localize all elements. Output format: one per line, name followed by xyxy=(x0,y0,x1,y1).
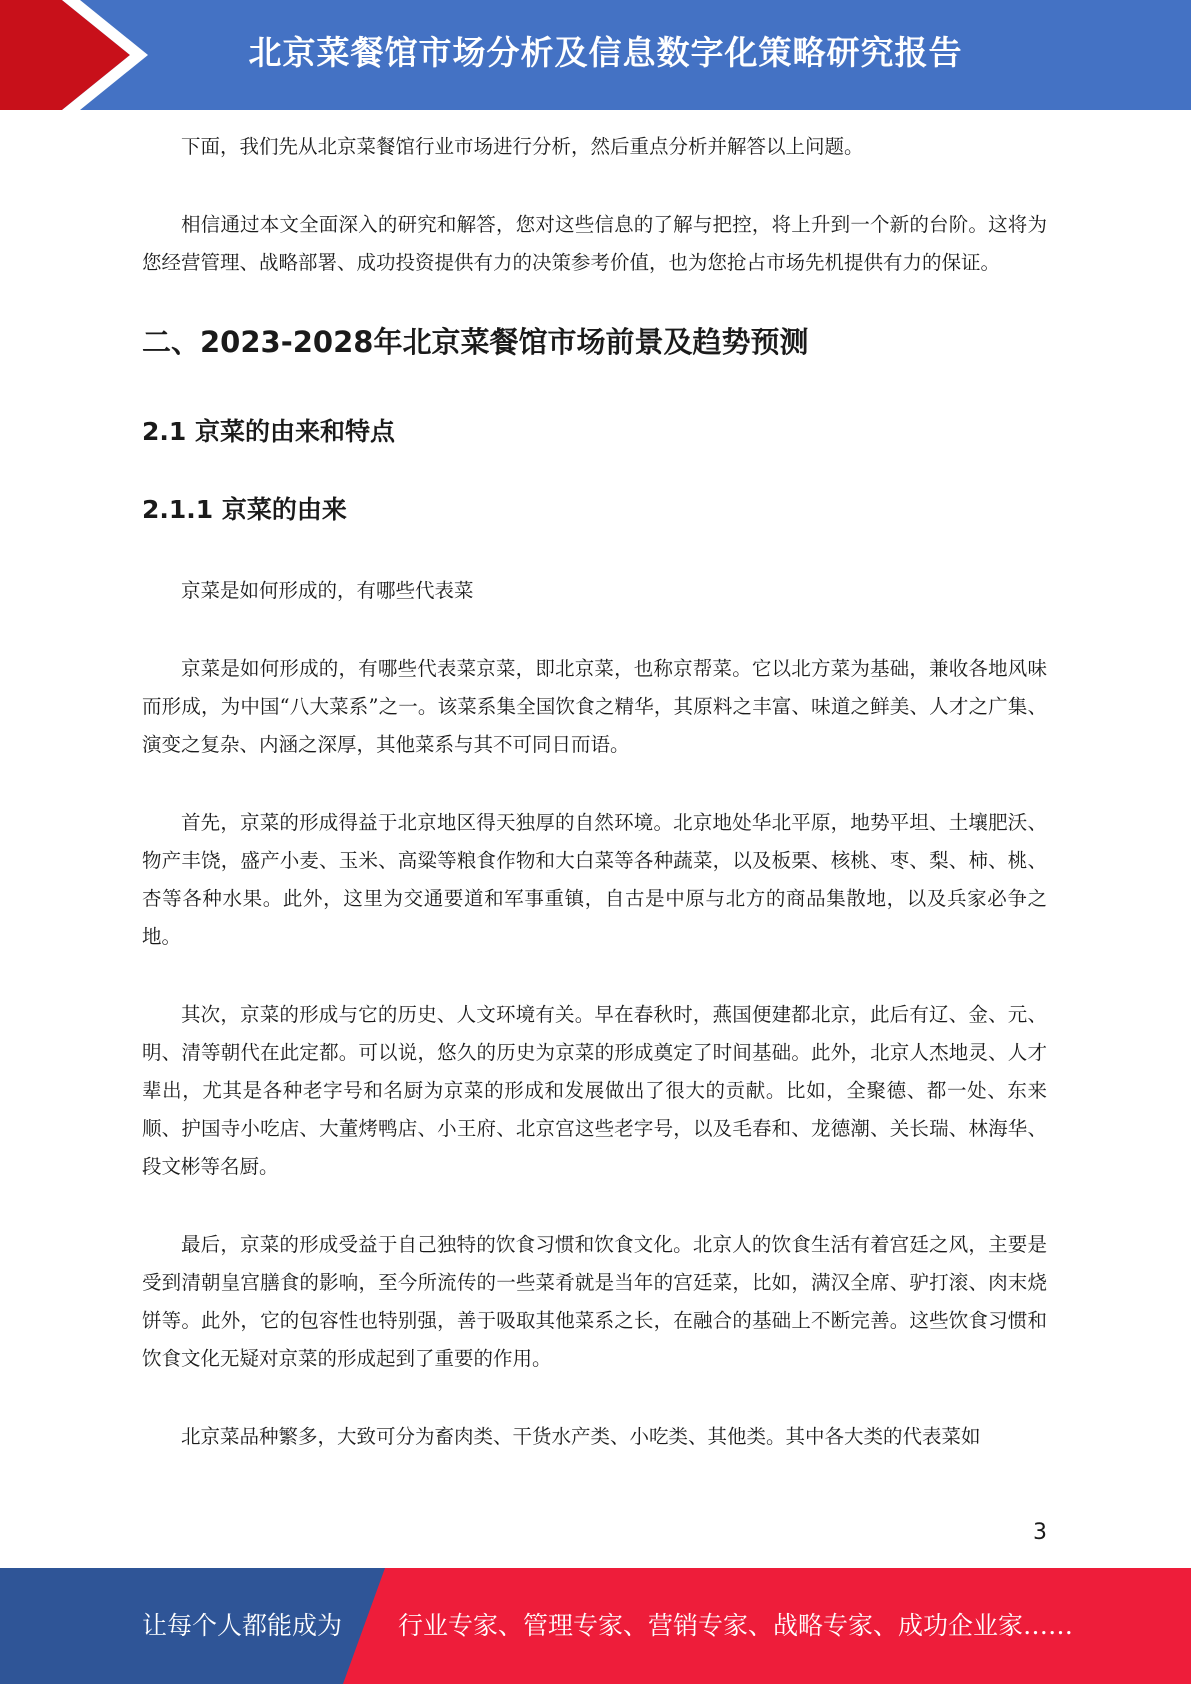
body-paragraph: 最后，京菜的形成受益于自己独特的饮食习惯和饮食文化。北京人的饮食生活有着宫廷之风，主要是受到清朝皇宫膳食的影响，至今所流传的一些菜肴就是当年的宫廷菜，比如，满汉全席、驴打滚、肉末烧饼等。此外，它的包容性也特别强，善于吸取其他菜系之长，在融合的基础上不断完善。这些饮食习惯和饮食文化无疑对京菜的形成起到了重要的作用。 xyxy=(142,1233,1047,1370)
page-header xyxy=(0,0,1191,110)
footer-slogan-right: 行业专家、管理专家、营销专家、战略专家、成功企业家…… xyxy=(398,1611,1074,1640)
body-paragraph: 北京菜品种繁多，大致可分为畜肉类、干货水产类、小吃类、其他类。其中各大类的代表菜如 xyxy=(181,1425,981,1448)
section-heading: 二、2023-2028年北京菜餐馆市场前景及趋势预测 xyxy=(142,325,809,359)
body-paragraph: 首先，京菜的形成得益于北京地区得天独厚的自然环境。北京地处华北平原，地势平坦、土壤肥沃、物产丰饶，盛产小麦、玉米、高粱等粮食作物和大白菜等各种蔬菜，以及板栗、核桃、枣、梨、柿、桃、杏等各种水果。此外，这里为交通要道和军事重镇，自古是中原与北方的商品集散地，以及兵家必争之地。 xyxy=(142,811,1047,948)
report-title: 北京菜餐馆市场分析及信息数字化策略研究报告 xyxy=(248,33,963,72)
intro-paragraph: 下面，我们先从北京菜餐馆行业市场进行分析，然后重点分析并解答以上问题。 xyxy=(181,135,864,158)
body-paragraph: 京菜是如何形成的，有哪些代表菜 xyxy=(181,579,474,602)
body-paragraph: 其次，京菜的形成与它的历史、人文环境有关。早在春秋时，燕国便建都北京，此后有辽、金、元、明、清等朝代在此定都。可以说，悠久的历史为京菜的形成奠定了时间基础。此外，北京人杰地灵、人才辈出，尤其是各种老字号和名厨为京菜的形成和发展做出了很大的贡献。比如，全聚德、都一处、东来顺、护国寺小吃店、大董烤鸭店、小王府、北京宫这些老字号，以及毛春和、龙德潮、关长瑞、林海华、段文彬等名厨。 xyxy=(142,1003,1047,1178)
page-number: 3 xyxy=(1033,1520,1047,1545)
document-body xyxy=(142,128,1047,1496)
subsection-heading: 2.1 京菜的由来和特点 xyxy=(142,417,395,446)
page-footer xyxy=(0,1568,1191,1684)
footer-slogan-left: 让每个人都能成为 xyxy=(142,1611,343,1640)
subsubsection-heading: 2.1.1 京菜的由来 xyxy=(142,495,347,524)
body-paragraph: 京菜是如何形成的，有哪些代表菜京菜，即北京菜，也称京帮菜。它以北方菜为基础，兼收各地风味而形成，为中国“八大菜系”之一。该菜系集全国饮食之精华，其原料之丰富、味道之鲜美、人才之广集、演变之复杂、内涵之深厚，其他菜系与其不可同日而语。 xyxy=(142,657,1047,756)
intro-paragraph: 相信通过本文全面深入的研究和解答，您对这些信息的了解与把控，将上升到一个新的台阶。这将为您经营管理、战略部署、成功投资提供有力的决策参考价值，也为您抢占市场先机提供有力的保证。 xyxy=(142,213,1047,274)
